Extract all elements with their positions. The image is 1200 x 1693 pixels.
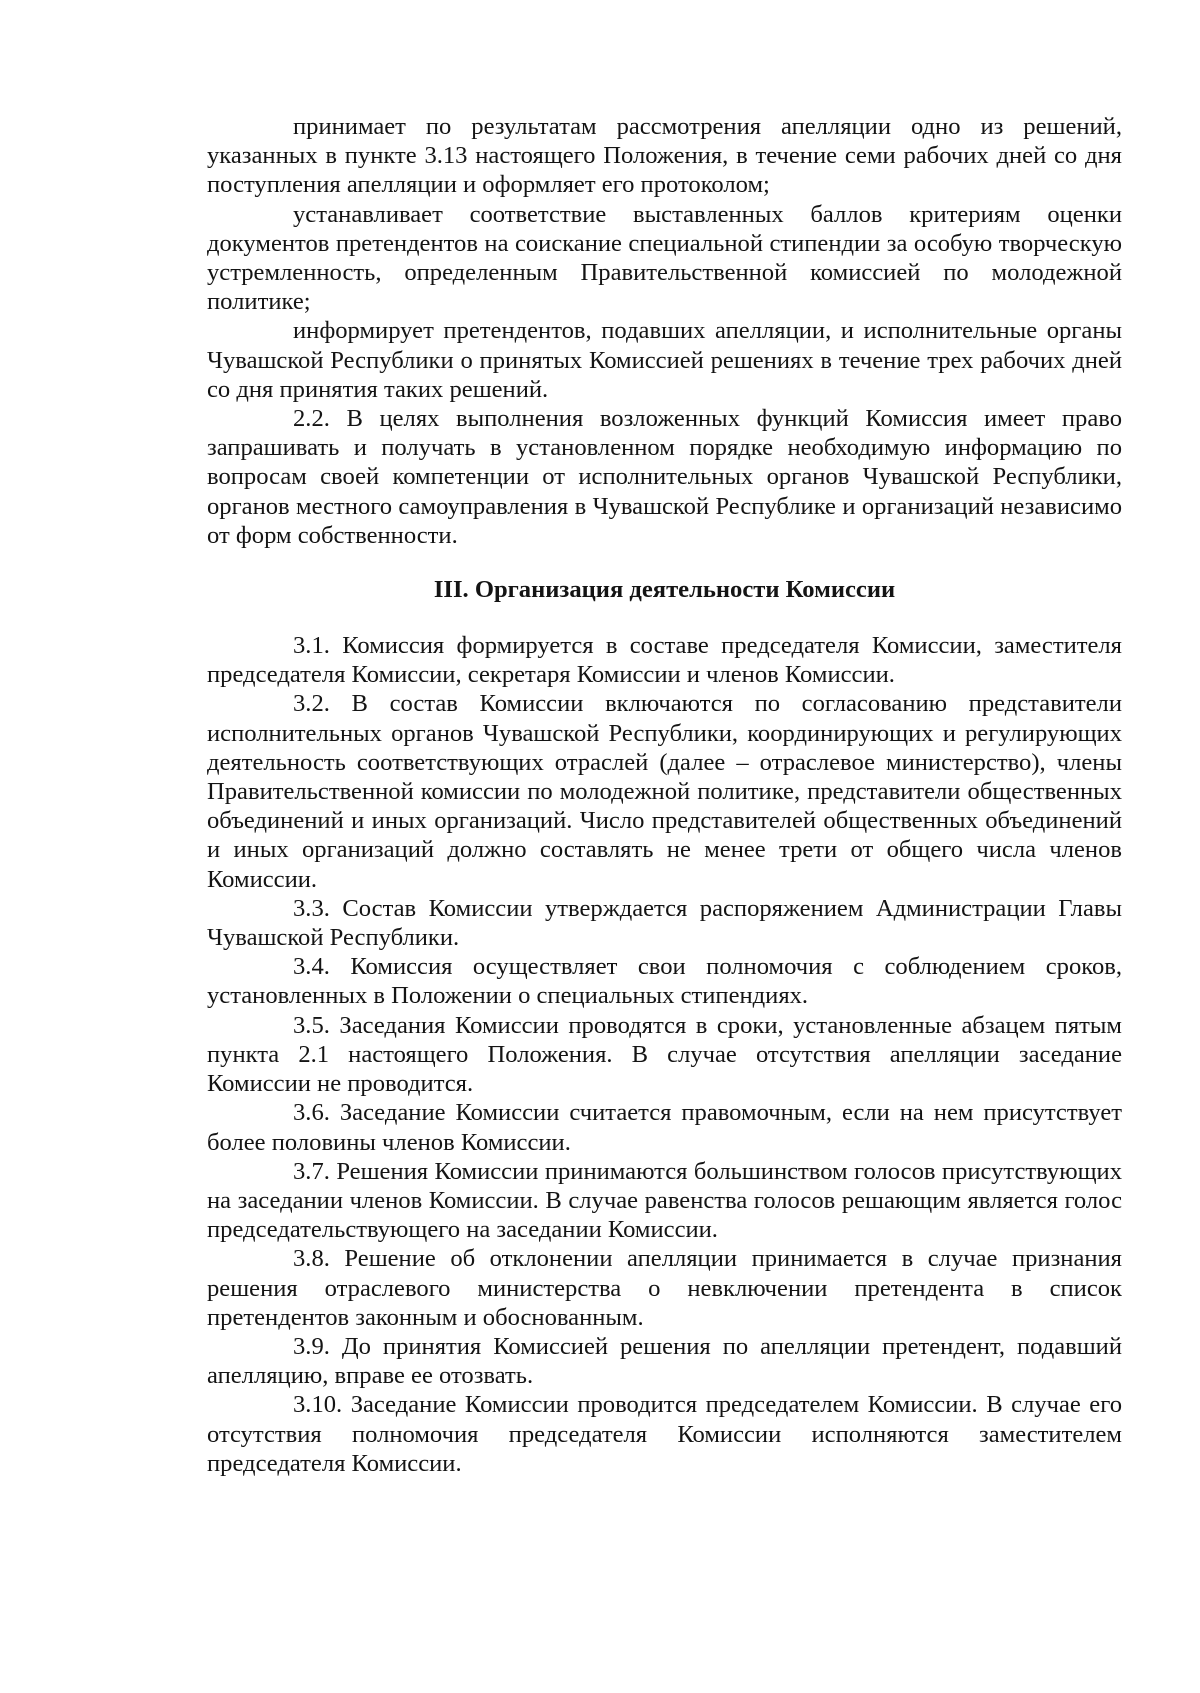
paragraph-3-4: 3.4. Комиссия осуществляет свои полномочия с соблюдением сроков, установленных в Положении о специальных стипендиях.	[207, 953, 1122, 1010]
paragraph-inform-applicants: информирует претендентов, подавших апелляции, и исполнительные органы Чувашской Республики о принятых Комиссией решениях в течение трех рабочих дней со дня принятия таких решений.	[207, 317, 1122, 403]
paragraph-2-2: 2.2. В целях выполнения возложенных функций Комиссия имеет право запрашивать и получать в установленном порядке необходимую информацию по вопросам своей компетенции от исполнительных органов Чувашской Республики, органов местного самоуправления в Чувашской Республике и организаций независимо от форм собственности.	[207, 405, 1122, 549]
paragraph-3-5: 3.5. Заседания Комиссии проводятся в сроки, установленные абзацем пятым пункта 2.1 настоящего Положения. В случае отсутствия апелляции заседание Комиссии не проводится.	[207, 1011, 1122, 1098]
paragraph-3-10: 3.10. Заседание Комиссии проводится председателем Комиссии. В случае его отсутствия полномочия председателя Комиссии исполняются заместителем председателя Комиссии.	[207, 1391, 1122, 1477]
paragraph-3-2: 3.2. В состав Комиссии включаются по согласованию представители исполнительных органов Чувашской Республики, координирующих и регулирующих деятельность соответствующих отраслей (далее – отраслевое министерство), члены Правительственной комиссии по молодежной политике, представители общественных объединений и иных организаций. Число представителей общественных объединений и иных организаций должно составлять не менее трети от общего числа членов Комиссии.	[207, 690, 1122, 893]
paragraph-decision-appeal: принимает по результатам рассмотрения апелляции одно из решений, указанных в пункте 3.13 настоящего Положения, в течение семи рабочих дней со дня поступления апелляции и оформляет его протоколом;	[207, 113, 1122, 199]
paragraph-3-6: 3.6. Заседание Комиссии считается правомочным, если на нем присутствует более половины членов Комиссии.	[207, 1099, 1122, 1156]
paragraph-3-9: 3.9. До принятия Комиссией решения по апелляции претендент, подавший апелляцию, вправе ее отозвать.	[207, 1332, 1122, 1390]
paragraph-3-3: 3.3. Состав Комиссии утверждается распоряжением Администрации Главы Чувашской Республики.	[207, 894, 1122, 952]
section-heading: III. Организация деятельности Комиссии	[433, 576, 896, 604]
paragraph-3-7: 3.7. Решения Комиссии принимаются большинством голосов присутствующих на заседании членов Комиссии. В случае равенства голосов решающим является голос председательствующего на заседании Комиссии.	[207, 1157, 1122, 1244]
paragraph-scores-criteria: устанавливает соответствие выставленных баллов критериям оценки документов претендентов на соискание специальной стипендии за особую творческую устремленность, определенным Правительственной комиссией по молодежной политике;	[207, 200, 1122, 316]
paragraph-3-1: 3.1. Комиссия формируется в составе председателя Комиссии, заместителя председателя Комиссии, секретаря Комиссии и членов Комиссии.	[207, 632, 1122, 689]
document-page	[207, 112, 1122, 1478]
paragraph-3-8: 3.8. Решение об отклонении апелляции принимается в случае признания решения отраслевого министерства о невключении претендента в список претендентов законным и обоснованным.	[207, 1245, 1122, 1331]
